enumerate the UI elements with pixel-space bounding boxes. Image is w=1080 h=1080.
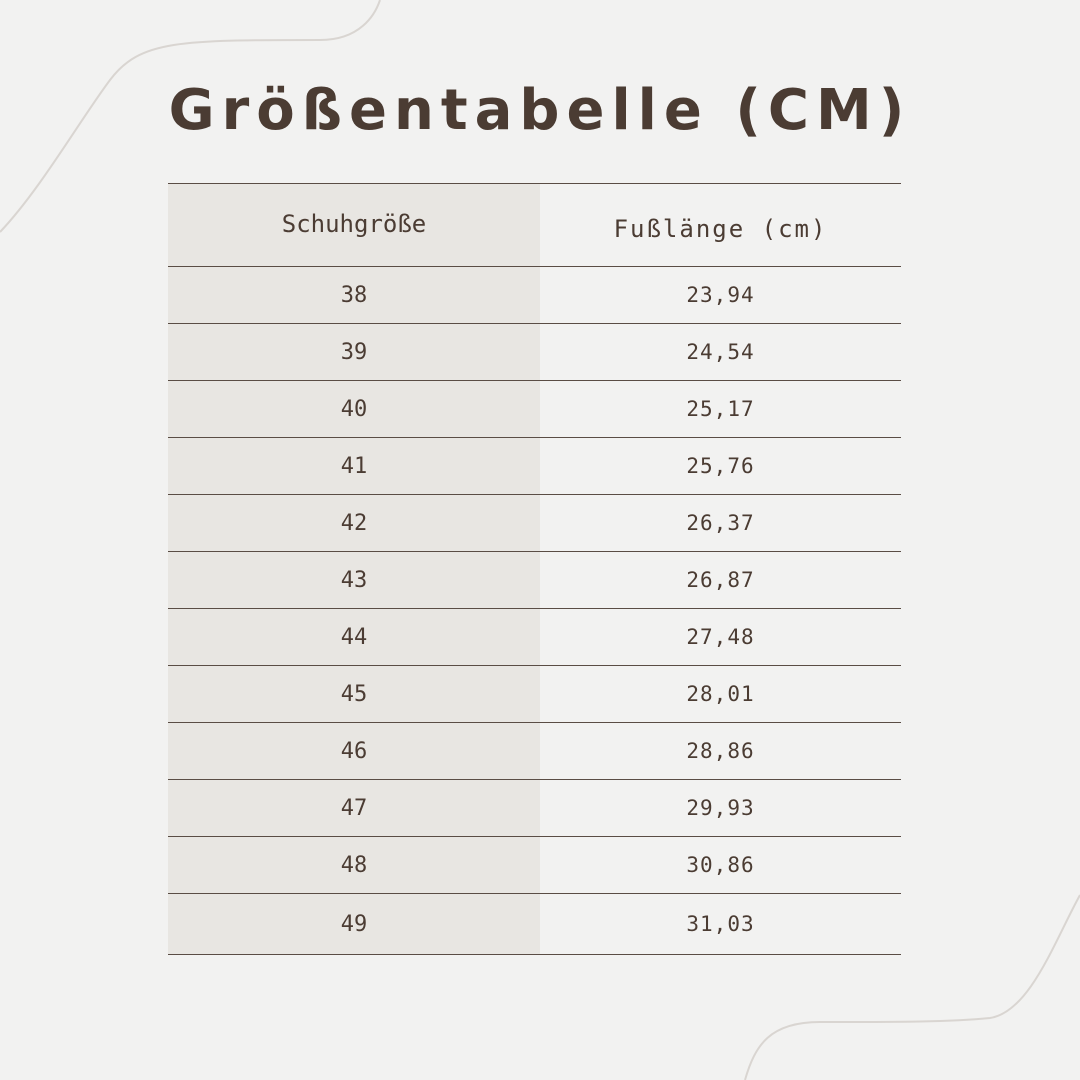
table-row <box>168 894 901 955</box>
table-row <box>168 609 901 666</box>
table-row <box>168 381 901 438</box>
table-row <box>168 666 901 723</box>
foot-length-cell: 28,86 <box>540 723 901 779</box>
foot-length-cell: 25,76 <box>540 438 901 494</box>
shoe-size-cell: 42 <box>168 495 540 551</box>
foot-length-cell: 26,87 <box>540 552 901 608</box>
column-header-foot-length: Fußlänge (cm) <box>540 184 901 266</box>
foot-length-cell: 30,86 <box>540 837 901 893</box>
shoe-size-cell: 38 <box>168 267 540 323</box>
foot-length-cell: 28,01 <box>540 666 901 722</box>
foot-length-cell: 29,93 <box>540 780 901 836</box>
shoe-size-cell: 46 <box>168 723 540 779</box>
page-title: Größentabelle (CM) <box>168 78 912 143</box>
foot-length-cell: 31,03 <box>540 894 901 954</box>
shoe-size-cell: 41 <box>168 438 540 494</box>
foot-length-cell: 23,94 <box>540 267 901 323</box>
table-row <box>168 780 901 837</box>
shoe-size-cell: 43 <box>168 552 540 608</box>
shoe-size-cell: 48 <box>168 837 540 893</box>
column-header-shoe-size: Schuhgröße <box>168 184 540 266</box>
shoe-size-cell: 44 <box>168 609 540 665</box>
foot-length-cell: 24,54 <box>540 324 901 380</box>
shoe-size-cell: 45 <box>168 666 540 722</box>
table-row <box>168 495 901 552</box>
table-row <box>168 438 901 495</box>
table-row <box>168 267 901 324</box>
size-table <box>168 183 901 955</box>
table-row <box>168 324 901 381</box>
shoe-size-cell: 39 <box>168 324 540 380</box>
foot-length-cell: 25,17 <box>540 381 901 437</box>
foot-length-cell: 27,48 <box>540 609 901 665</box>
table-row <box>168 723 901 780</box>
shoe-size-cell: 47 <box>168 780 540 836</box>
foot-length-cell: 26,37 <box>540 495 901 551</box>
shoe-size-cell: 49 <box>168 894 540 954</box>
shoe-size-cell: 40 <box>168 381 540 437</box>
table-row <box>168 837 901 894</box>
table-row <box>168 552 901 609</box>
table-header-row <box>168 184 901 267</box>
